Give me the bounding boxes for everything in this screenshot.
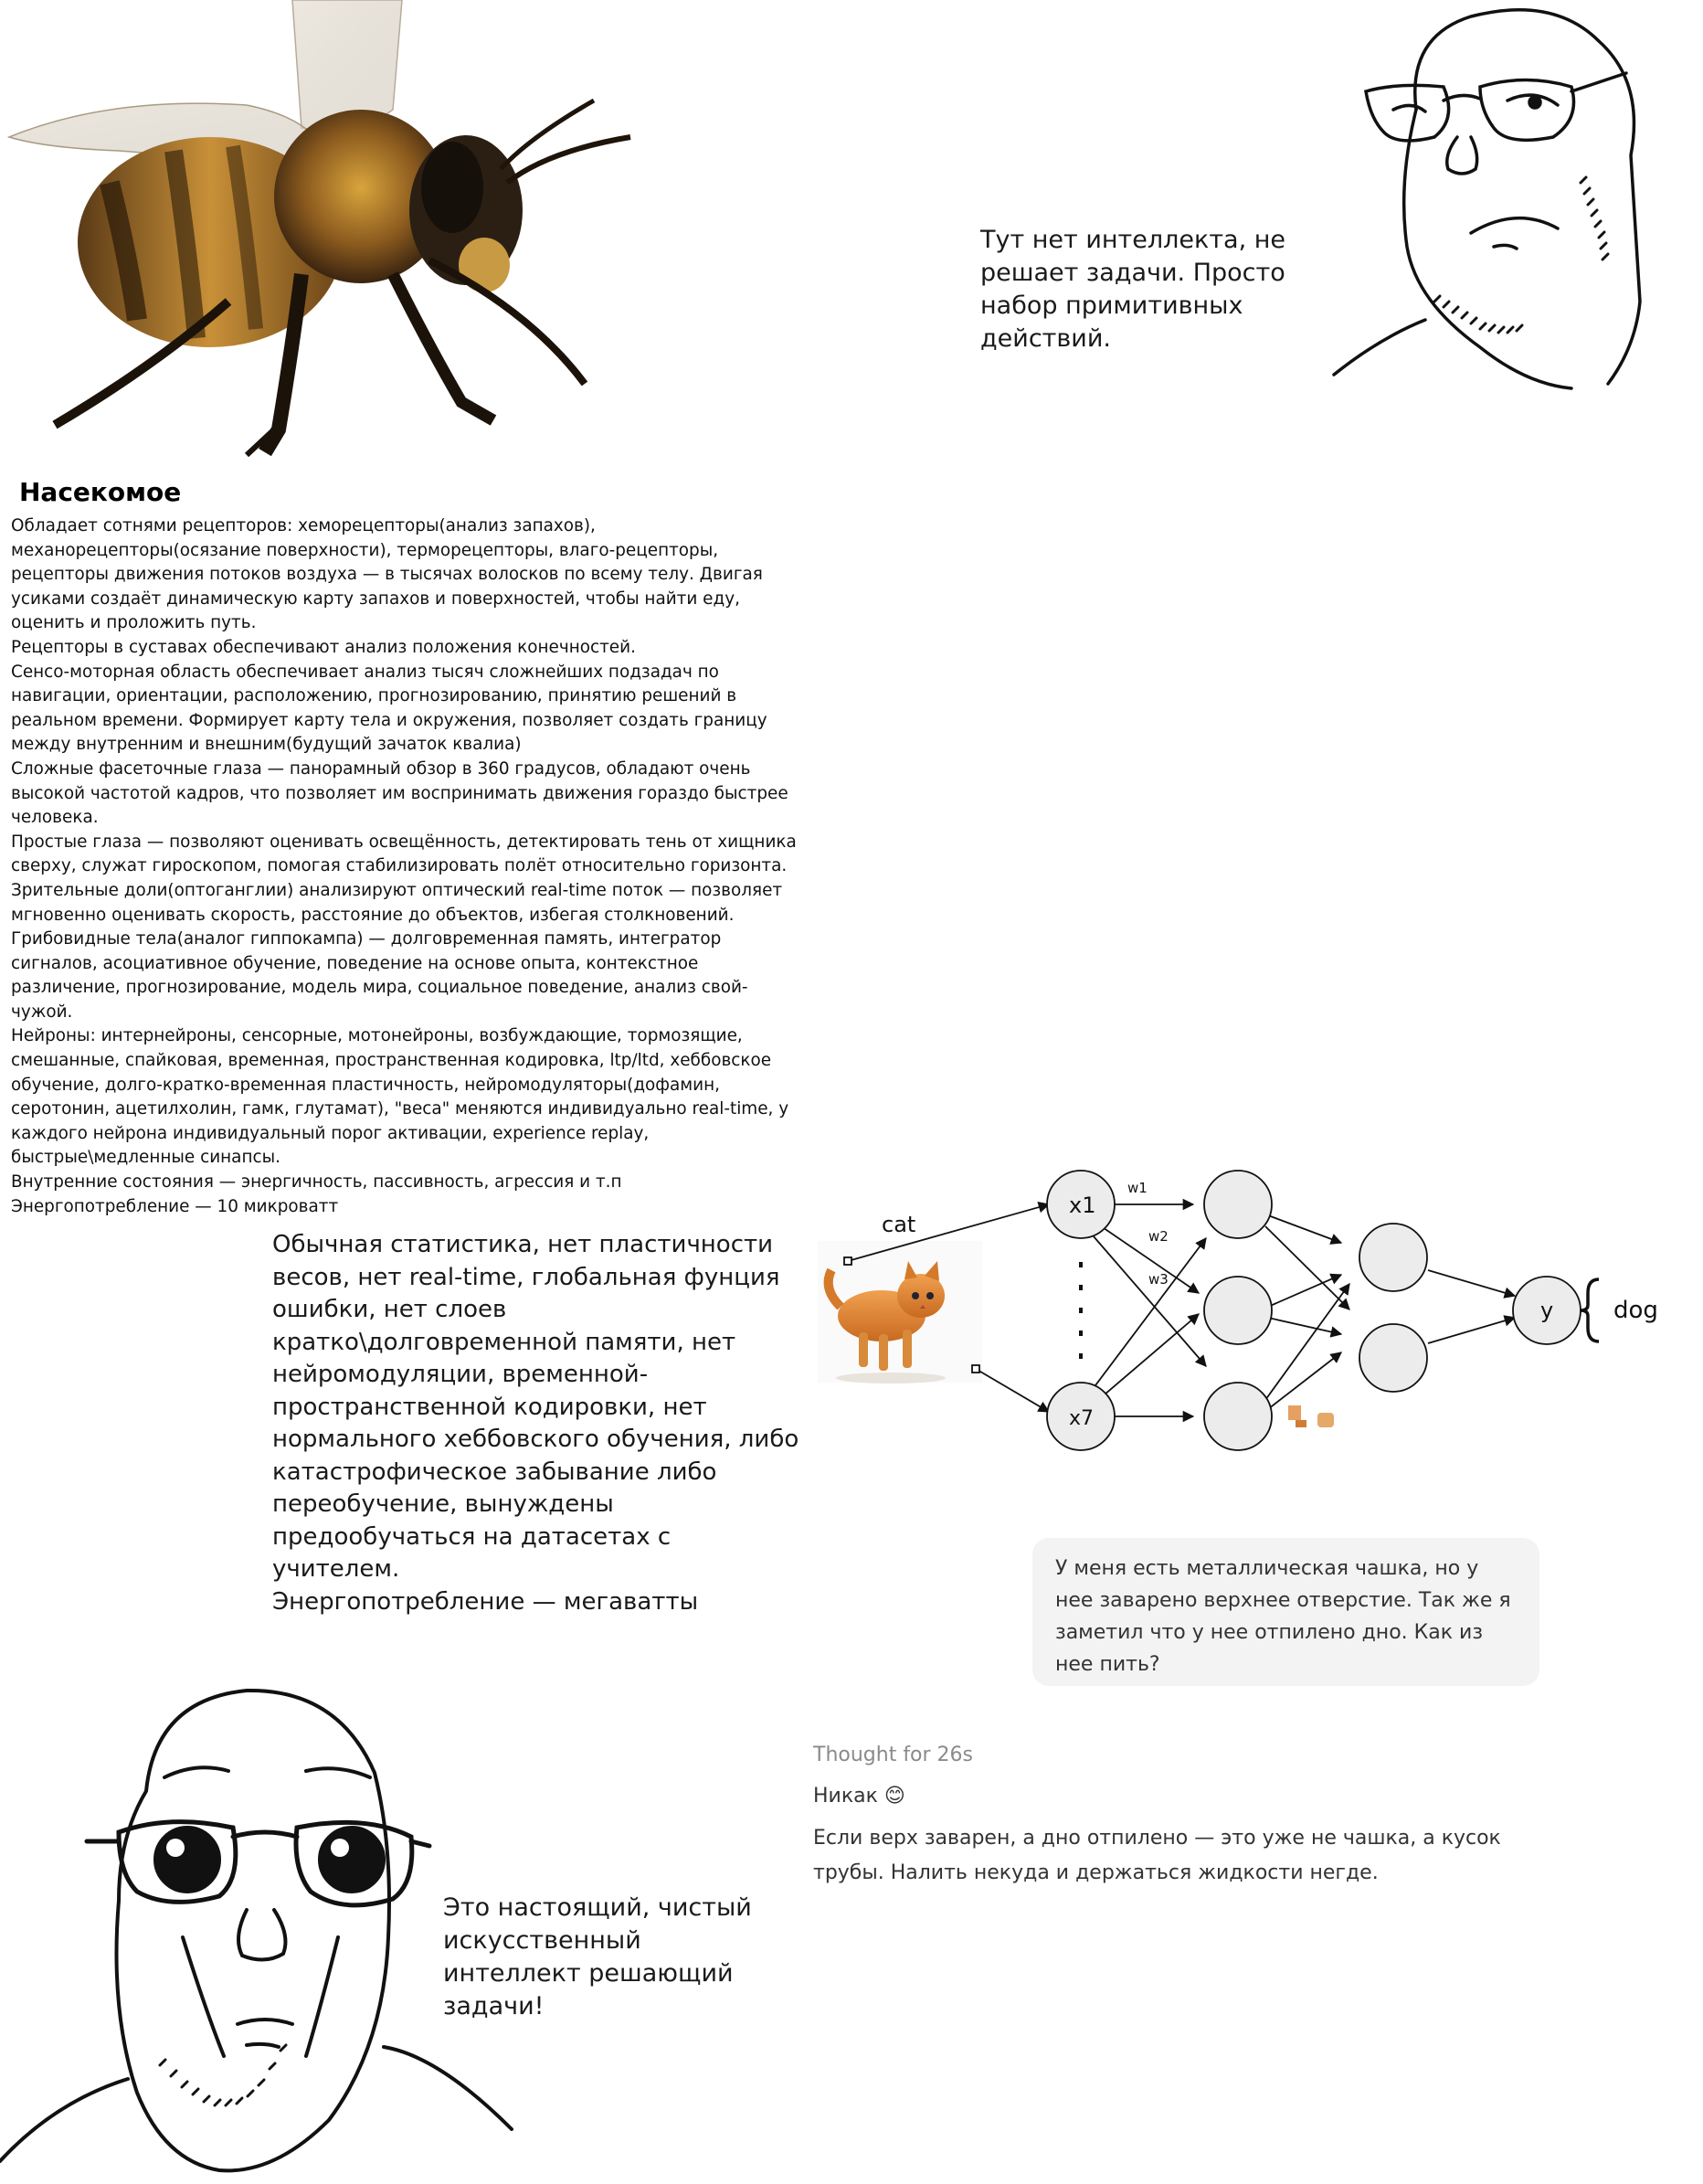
hidden-node <box>1359 1324 1427 1392</box>
insect-paragraph: Энергопотребление — 10 микроватт <box>11 1196 339 1216</box>
insect-paragraph: Сложные фасеточные глаза — панорамный обзор в 360 градусов, обладают очень высокой частотой кадров, что позволяет им воспринимать движения гораздо быстрее человека. <box>11 758 788 828</box>
statistics-critique-text <box>272 1229 802 1618</box>
output-node-label: y <box>1540 1298 1554 1323</box>
insect-paragraph: Внутренние состояния — энергичность, пассивность, агрессия и т.п <box>11 1172 622 1193</box>
hidden-node <box>1204 1383 1272 1450</box>
neural-network-diagram <box>804 1161 1703 1471</box>
skeptic-wojak-drawing <box>1297 0 1663 411</box>
hidden-node <box>1204 1171 1272 1238</box>
insect-paragraph: Сенсо-моторная область обеспечивает анализ тысяч сложнейших подзадач по навигации, ориентации, расположению, прогнозированию, принятию решений в реальном времени. Формирует карту тела и окружения, позволяет создать границу между внутренним и внешним(будущий зачаток квалиа) <box>11 662 767 755</box>
insect-description <box>11 514 806 1219</box>
small-cat-icons <box>1288 1405 1334 1427</box>
insect-title: Насекомое <box>19 477 182 507</box>
weight-w3-label: w3 <box>1148 1271 1169 1288</box>
thought-duration[interactable]: Thought for 26s <box>813 1744 974 1766</box>
node-x7-label: x7 <box>1069 1407 1095 1430</box>
insect-paragraph: Простые глаза — позволяют оценивать освещённость, детектировать тень от хищника сверху, служат гироскопом, помогая стабилизировать полёт относительно горизонта. <box>11 832 797 876</box>
brace-icon <box>1581 1279 1599 1341</box>
hidden-node <box>1204 1277 1272 1344</box>
assistant-answer-head: Никак 😊 <box>813 1785 905 1808</box>
node-x1-label: x1 <box>1069 1193 1096 1218</box>
insect-paragraph: Рецепторы в суставах обеспечивают анализ положения конечностей. <box>11 637 636 657</box>
insect-paragraph: Нейроны: интернейроны, сенсорные, мотонейроны, возбуждающие, тормозящие, смешанные, спайковая, временная, пространственная кодировка, ltp/ltd, хеббовское обучение, долго-кратко-временная пластичность, нейромодуляторы(дофамин, серотонин, ацетилхолин, гамк, глутамат), "веса" меняются индивидуально real-time, у каждого нейрона индивидуальный порог активации, experience replay, быстрые\медленные синапсы. <box>11 1026 789 1168</box>
user-message-bubble: У меня есть металлическая чашка, но у нее заварено верхнее отверстие. Так же я заметил что у нее отпилено дно. Как из нее пить? <box>1032 1538 1539 1686</box>
top-quote-text: Тут нет интеллекта, не решает задачи. Просто набор примитивных действий. <box>980 226 1286 353</box>
statistics-critique-body: Обычная статистика, нет пластичности весов, нет real-time, глобальная фунция ошибки, нет слоев кратко\долговременной памяти, нет нейромодуляции, временной-пространственной кодировки, нет нормального хеббовского обучения, либо катастрофическое забывание либо переобучение, вынуждены предообучаться на датасетах с учителем. <box>272 1231 799 1583</box>
assistant-answer-body: Если верх заварен, а дно отпилено — это уже не чашка, а кусок трубы. Налить некуда и держаться жидкости негде. <box>813 1827 1501 1884</box>
output-label: dog <box>1613 1297 1658 1324</box>
insect-paragraph: Грибовидные тела(аналог гиппокампа) — долговременная память, интегратор сигналов, асоциативное обучение, поведение на основе опыта, контекстное различение, прогнозирование, модель мира, социальное поведение, анализ свой-чужой. <box>11 929 748 1022</box>
hidden-node <box>1359 1224 1427 1291</box>
bee-photo <box>0 0 640 457</box>
statistics-energy-line: Энергопотребление — мегаватты <box>272 1587 699 1616</box>
insect-paragraph: Зрительные доли(оптоганглии) анализируют оптический real-time поток — позволяет мгновенно оценивать скорость, расстояние до объектов, избегая столкновений. <box>11 880 783 925</box>
input-label: cat <box>882 1212 916 1237</box>
weight-w2-label: w2 <box>1148 1228 1169 1245</box>
insect-paragraph: Обладает сотнями рецепторов: хеморецепторы(анализ запахов), механорецепторы(осязание поверхности), терморецепторы, влаго-рецепторы, рецепторы движения потоков воздуха — в тысячах волосков по всему телу. Двигая усиками создаёт динамическую карту запахов и поверхностей, чтобы найти еду, оценить и проложить путь. <box>11 516 763 633</box>
weight-w1-label: w1 <box>1127 1180 1148 1196</box>
bottom-quote-text: Это настоящий, чистый искусственный интеллект решающий задачи! <box>443 1893 752 2020</box>
